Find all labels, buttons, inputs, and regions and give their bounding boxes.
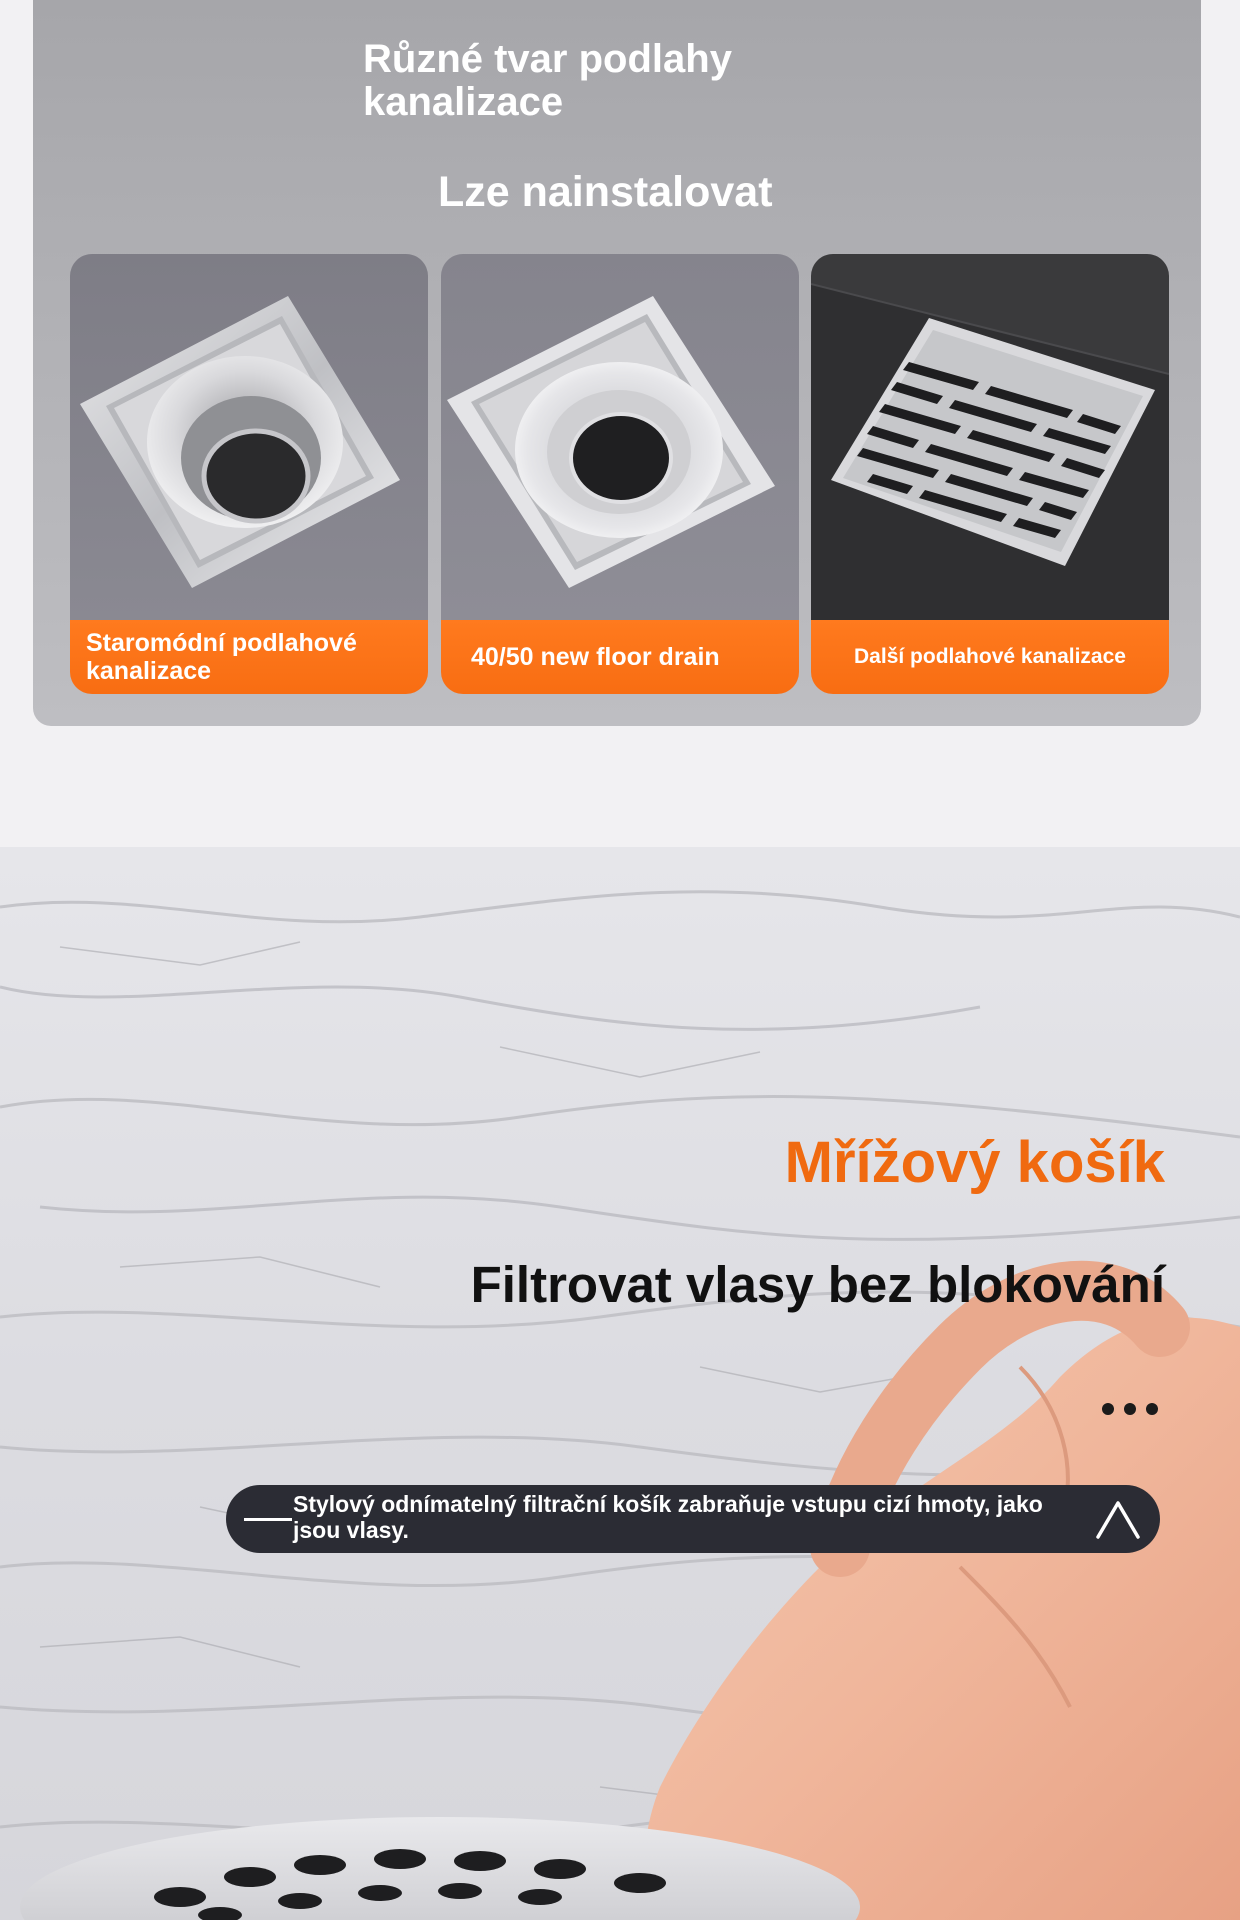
- feature-title: Mřížový košík: [784, 1130, 1165, 1195]
- more-dots-icon[interactable]: [1102, 1403, 1162, 1417]
- headline: Různé tvar podlahy kanalizace: [363, 37, 732, 124]
- other-floor-drain-image: [811, 254, 1169, 620]
- drain-tile-other: [811, 254, 1169, 694]
- description-pill: [226, 1485, 1160, 1553]
- drain-tile-new: [441, 254, 799, 694]
- marble-background: [0, 847, 1240, 1920]
- caption-new-drain: 40/50 new floor drain: [441, 620, 799, 694]
- subheadline: Lze nainstalovat: [438, 168, 773, 216]
- new-floor-drain-image: [441, 254, 799, 620]
- old-style-drain-image: [70, 254, 428, 620]
- caption-other-drains: Další podlahové kanalizace: [811, 620, 1169, 694]
- drain-tile-old-style: [70, 254, 428, 694]
- hand-holding-basket-illustration: [0, 847, 1240, 1920]
- dash-icon: [244, 1518, 292, 1521]
- feature-description: Stylový odnímatelný filtrační košík zabraňuje vstupu cizí hmoty, jako jsou vlasy.: [293, 1491, 1043, 1543]
- chevron-up-icon[interactable]: [1094, 1497, 1142, 1541]
- feature-subtitle: Filtrovat vlasy bez blokování: [470, 1256, 1165, 1313]
- caption-old-style: Staromódní podlahové kanalizace: [70, 620, 428, 694]
